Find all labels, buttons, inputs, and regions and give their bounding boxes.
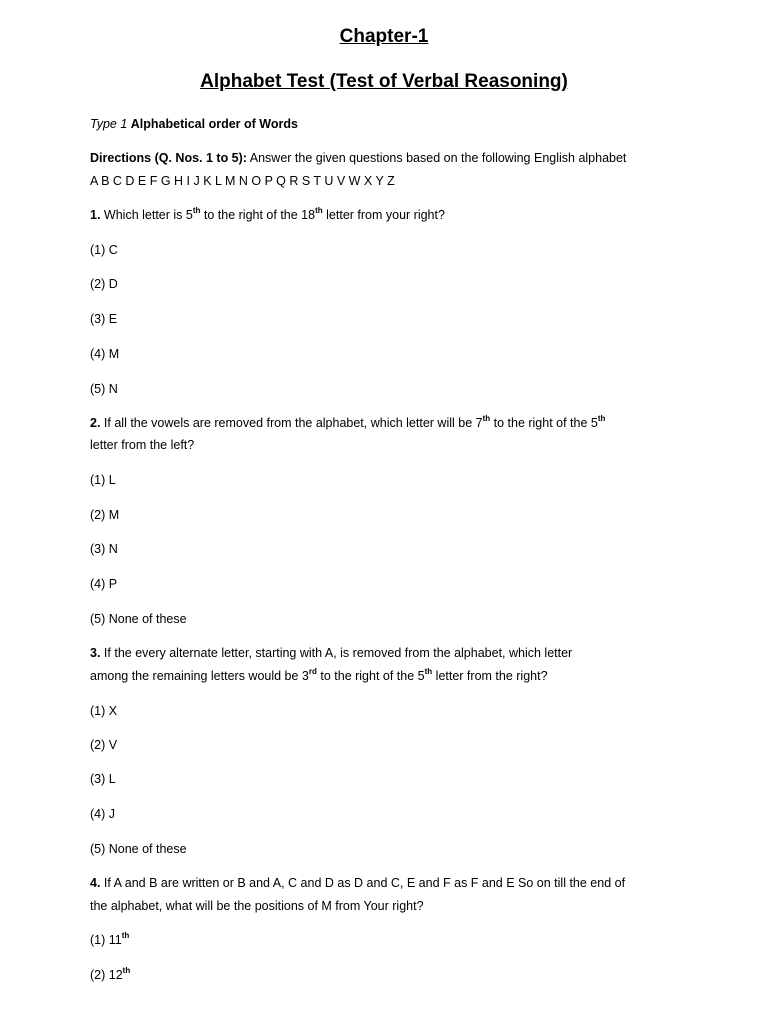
option: (1) C <box>90 243 118 257</box>
question-number: 4. <box>90 876 101 890</box>
option: (4) P <box>90 577 118 591</box>
chapter-heading: Chapter-1 <box>339 26 429 47</box>
question-text: If A and B are written or B and A, C and D as D and C, E and F as F and E So on till the end of <box>103 876 626 890</box>
question-text: to the right of the 5 <box>493 416 598 430</box>
superscript: th <box>482 414 491 423</box>
option: (3) L <box>90 772 116 786</box>
question-text: to the right of the 5 <box>320 669 425 683</box>
type-text: Alphabetical order of Words <box>130 117 298 131</box>
question-number: 3. <box>90 646 101 660</box>
question-text: letter from your right? <box>326 208 445 222</box>
option <box>90 966 130 984</box>
superscript: th <box>122 966 131 975</box>
option: (1) X <box>90 704 118 718</box>
type-label: Type 1 <box>90 117 128 131</box>
option-text: (2) 12 <box>90 968 123 982</box>
directions-label: Directions (Q. Nos. 1 to 5): <box>90 151 247 165</box>
option: (5) N <box>90 382 118 396</box>
question-number: 1. <box>90 208 101 222</box>
question-2 <box>90 414 605 432</box>
question-text: the alphabet, what will be the positions of M from Your right? <box>90 899 424 913</box>
question-1 <box>90 206 445 224</box>
option: (5) None of these <box>90 612 187 626</box>
option <box>90 931 129 949</box>
superscript: th <box>192 206 201 215</box>
option: (3) N <box>90 542 118 556</box>
question-text: to the right of the 18 <box>203 208 316 222</box>
question-text: letter from the left? <box>90 438 195 452</box>
question-text: If all the vowels are removed from the alphabet, which letter will be 7 <box>103 416 483 430</box>
question-text-line2 <box>90 667 548 685</box>
option: (5) None of these <box>90 842 187 856</box>
question-text: letter from the right? <box>435 669 548 683</box>
question-3 <box>90 644 572 662</box>
option: (1) L <box>90 473 116 487</box>
option: (4) M <box>90 347 120 361</box>
option-text: (1) 11 <box>90 933 122 947</box>
option: (3) E <box>90 312 118 326</box>
question-text: If the every alternate letter, starting with A, is removed from the alphabet, which letter <box>103 646 573 660</box>
option: (4) J <box>90 807 115 821</box>
superscript: th <box>597 414 606 423</box>
type-line <box>90 115 298 133</box>
option: (2) V <box>90 738 118 752</box>
superscript: th <box>121 931 130 940</box>
directions-line <box>90 149 626 167</box>
option: (2) D <box>90 277 118 291</box>
question-text: Which letter is 5 <box>103 208 193 222</box>
question-text: among the remaining letters would be 3 <box>90 669 309 683</box>
superscript: th <box>315 206 323 215</box>
question-number: 2. <box>90 416 101 430</box>
superscript: th <box>424 667 433 676</box>
superscript: rd <box>308 667 317 676</box>
option: (2) M <box>90 508 120 522</box>
directions-text: Answer the given questions based on the following English alphabet <box>249 151 627 165</box>
alphabet-line: A B C D E F G H I J K L M N O P Q R S T U V W X Y Z <box>90 174 395 188</box>
page-title: Alphabet Test (Test of Verbal Reasoning) <box>200 71 568 92</box>
question-4 <box>90 874 625 892</box>
